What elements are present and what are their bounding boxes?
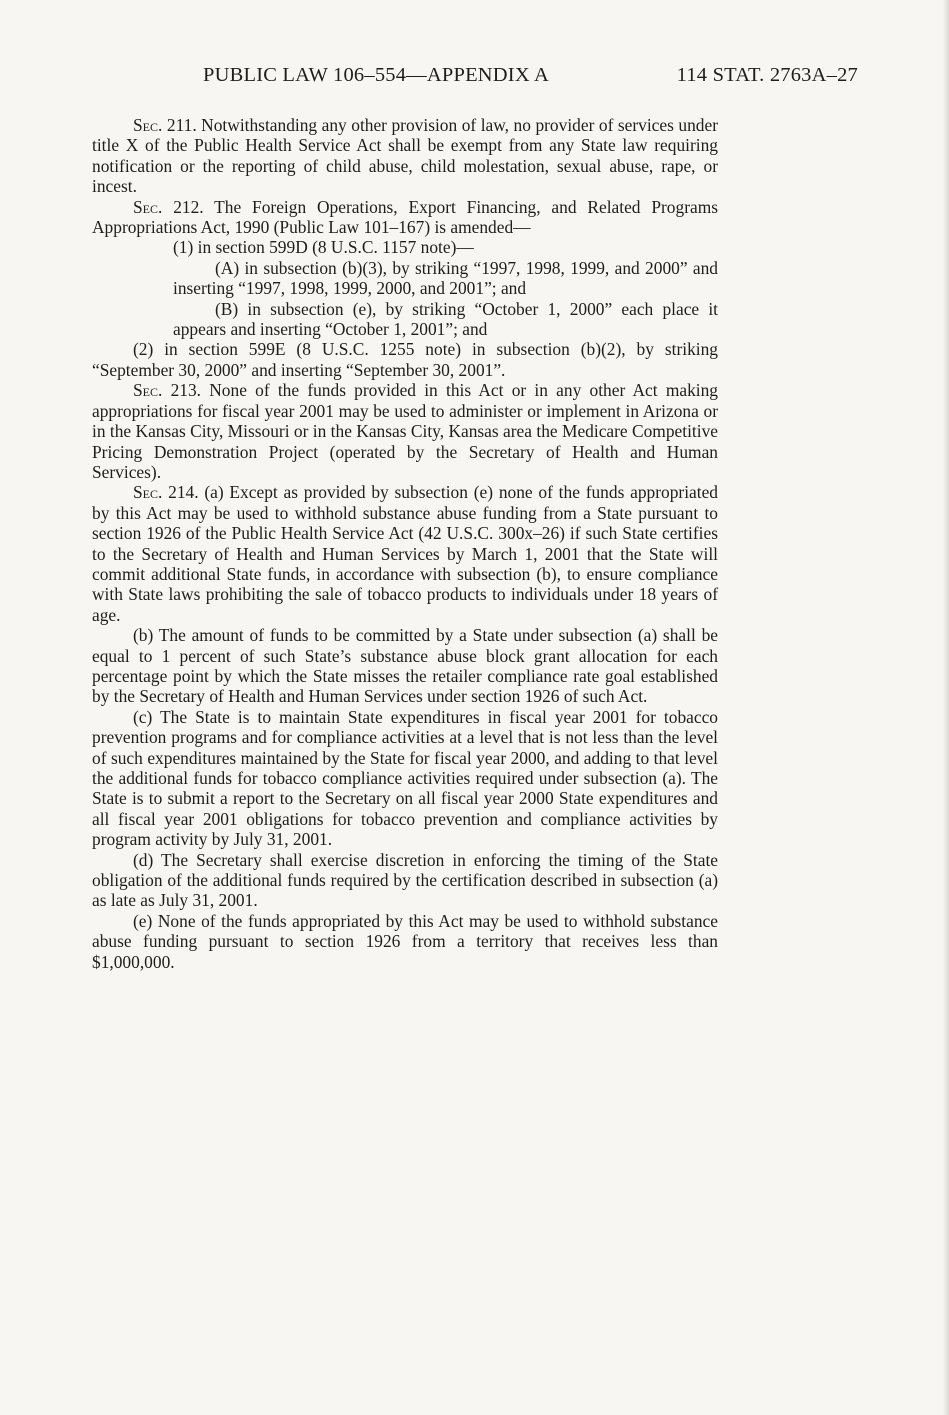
sec-214-a-paragraph: Sec. 214. (a) Except as provided by subsection (e) none of the funds appropriated by this Act may be used to withhold substance abuse funding from a State pursuant to section 1926 of the Public Health Service Act (42 U.S.C. 300x–26) if such State certifies to the Secretary of Health and Human Services by March 1, 2001 that the State will commit additional State funds, in accordance with subsection (b), to ensure compliance with State laws prohibiting the sale of tobacco products to individuals under 18 years of age.: [92, 482, 718, 625]
sec-212-item-1-b: (B) in subsection (e), by striking “October 1, 2000” each place it appears and inserting “October 1, 2001”; and: [173, 298, 718, 340]
sec-214-b-paragraph: (b) The amount of funds to be committed by a State under subsection (a) shall be equal to 1 percent of such State’s substance abuse block grant allocation for each percentage point by which the State misses the retailer compliance rate goal established by the Secretary of Health and Human Services under section 1926 of such Act.: [92, 625, 718, 707]
sec-214-d-paragraph: (d) The Secretary shall exercise discretion in enforcing the timing of the State obligation of the additional funds required by the certification described in subsection (a) as late as July 31, 2001.: [92, 849, 718, 911]
page-edge-shadow: [943, 0, 949, 1415]
sec-212-item-1-a: (A) in subsection (b)(3), by striking “1997, 1998, 1999, and 2000” and inserting “1997, 1998, 1999, 2000, and 2001”; and: [173, 257, 718, 299]
header-stat-citation: 114 STAT. 2763A–27: [676, 64, 858, 86]
sec-214-c-paragraph: (c) The State is to maintain State expenditures in fiscal year 2001 for tobacco prevention programs and for compliance activities at a level that is not less than the level of such expenditures maintained by the State for fiscal year 2000, and adding to that level the additional funds for tobacco compliance activities required under subsection (a). The State is to submit a report to the Secretary on all fiscal year 2000 State expenditures and all fiscal year 2001 obligations for tobacco prevention and compliance activities by program activity by July 31, 2001.: [92, 706, 718, 850]
sec-211-paragraph: Sec. 211. Notwithstanding any other provision of law, no provider of services under title X of the Public Health Service Act shall be exempt from any State law requiring notification or the reporting of child abuse, child molestation, sexual abuse, rape, or incest.: [92, 115, 718, 197]
sec-212-item-2: (2) in section 599E (8 U.S.C. 1255 note) in subsection (b)(2), by striking “September 30, 2000” and inserting “September 30, 2001”.: [92, 339, 718, 380]
sec-213-paragraph: Sec. 213. None of the funds provided in this Act or in any other Act making appropriations for fiscal year 2001 may be used to administer or implement in Arizona or in the Kansas City, Missouri or in the Kansas City, Kansas area the Medicare Competitive Pricing Demonstration Project (operated by the Secretary of Health and Human Services).: [92, 380, 718, 482]
page-header: [203, 64, 858, 94]
sec-212-item-1: (1) in section 599D (8 U.S.C. 1157 note)—: [173, 237, 474, 258]
sec-212-paragraph: Sec. 212. The Foreign Operations, Export Financing, and Related Programs Appropriations Act, 1990 (Public Law 101–167) is amended—: [92, 196, 718, 238]
header-title: PUBLIC LAW 106–554—APPENDIX A: [203, 64, 550, 86]
sec-214-e-paragraph: (e) None of the funds appropriated by this Act may be used to withhold substance abuse funding pursuant to section 1926 from a territory that receives less than $1,000,000.: [92, 910, 718, 972]
document-body: [92, 115, 718, 972]
